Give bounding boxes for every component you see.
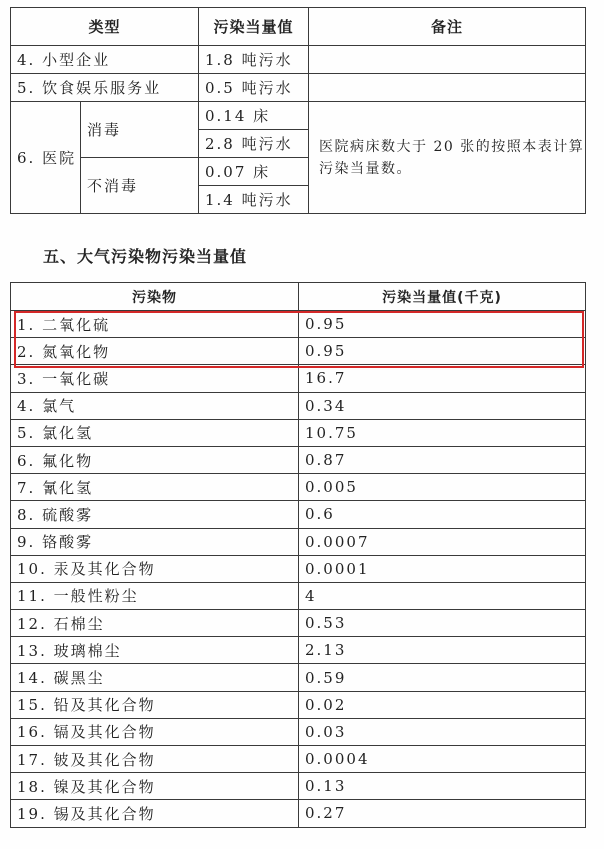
row-value: 1.4 吨污水 (199, 186, 309, 214)
pollutant-value: 0.03 (299, 718, 586, 745)
pollutant-value: 0.87 (299, 446, 586, 473)
pollutant-name: 4. 氯气 (11, 392, 299, 419)
table-row (11, 365, 586, 392)
row-type: 5. 饮食娱乐服务业 (11, 74, 199, 102)
table2-header-row (11, 283, 586, 311)
pollutant-value: 0.13 (299, 773, 586, 800)
pollutant-value: 2.13 (299, 637, 586, 664)
table-row (11, 419, 586, 446)
pollutant-value: 0.27 (299, 800, 586, 827)
pollutant-name: 2. 氮氧化物 (11, 338, 299, 365)
table-row (11, 474, 586, 501)
pollutant-value: 0.005 (299, 474, 586, 501)
row-remark (309, 74, 586, 102)
pollutant-name: 6. 氟化物 (11, 446, 299, 473)
table-row (11, 555, 586, 582)
air-pollutant-table (10, 282, 586, 828)
table-row (11, 446, 586, 473)
pollutant-value: 10.75 (299, 419, 586, 446)
section-heading: 五、大气污染物污染当量值 (43, 247, 248, 266)
row-type: 4. 小型企业 (11, 46, 199, 74)
table-row (11, 392, 586, 419)
row-value: 0.14 床 (199, 102, 309, 130)
table-row (11, 718, 586, 745)
header-type: 类型 (11, 8, 199, 46)
row-value: 1.8 吨污水 (199, 46, 309, 74)
table-row (11, 691, 586, 718)
pollutant-value: 0.34 (299, 392, 586, 419)
pollutant-name: 9. 铬酸雾 (11, 528, 299, 555)
table-row (11, 501, 586, 528)
pollutant-value: 0.95 (299, 311, 586, 338)
pollutant-value: 0.59 (299, 664, 586, 691)
pollutant-value: 0.0007 (299, 528, 586, 555)
pollutant-value: 0.95 (299, 338, 586, 365)
pollutant-name: 8. 硫酸雾 (11, 501, 299, 528)
table-row (11, 773, 586, 800)
pollutant-name: 10. 汞及其化合物 (11, 555, 299, 582)
table-row (11, 610, 586, 637)
pollutant-name: 5. 氯化氢 (11, 419, 299, 446)
table-row (11, 746, 586, 773)
table-row (11, 46, 586, 74)
row-value: 2.8 吨污水 (199, 130, 309, 158)
hospital-note: 医院病床数大于 20 张的按照本表计算污染当量数。 (309, 102, 586, 214)
pollutant-name: 15. 铅及其化合物 (11, 691, 299, 718)
table-row (11, 528, 586, 555)
pollutant-value: 0.02 (299, 691, 586, 718)
pollutant-name: 1. 二氧化硫 (11, 311, 299, 338)
pollutant-value: 0.0001 (299, 555, 586, 582)
header-equivalent-value-kg: 污染当量值(千克) (299, 283, 586, 311)
pollutant-value: 0.6 (299, 501, 586, 528)
pollutant-value: 16.7 (299, 365, 586, 392)
row-value: 0.5 吨污水 (199, 74, 309, 102)
pollutant-name: 18. 镍及其化合物 (11, 773, 299, 800)
pollutant-name: 3. 一氧化碳 (11, 365, 299, 392)
row-remark (309, 46, 586, 74)
table-row (11, 311, 586, 338)
pollutant-name: 16. 镉及其化合物 (11, 718, 299, 745)
table1-header-row (11, 8, 586, 46)
pollutant-name: 12. 石棉尘 (11, 610, 299, 637)
table-row (11, 800, 586, 827)
table-row (11, 582, 586, 609)
table-row (11, 338, 586, 365)
pollutant-value: 0.53 (299, 610, 586, 637)
pollutant-name: 7. 氰化氢 (11, 474, 299, 501)
pollutant-name: 11. 一般性粉尘 (11, 582, 299, 609)
table-row (11, 637, 586, 664)
hospital-label: 6. 医院 (11, 102, 81, 214)
pollutant-value: 0.0004 (299, 746, 586, 773)
header-pollutant: 污染物 (11, 283, 299, 311)
row-value: 0.07 床 (199, 158, 309, 186)
pollutant-name: 13. 玻璃棉尘 (11, 637, 299, 664)
pollutant-name: 14. 碳黑尘 (11, 664, 299, 691)
water-pollutant-table (10, 7, 586, 214)
pollutant-name: 19. 锡及其化合物 (11, 800, 299, 827)
no-disinfect-label: 不消毒 (81, 158, 199, 214)
disinfect-label: 消毒 (81, 102, 199, 158)
table-row (11, 74, 586, 102)
header-equivalent-value: 污染当量值 (199, 8, 309, 46)
table-row (11, 102, 586, 130)
table2-body (11, 311, 586, 828)
pollutant-value: 4 (299, 582, 586, 609)
header-remarks: 备注 (309, 8, 586, 46)
pollutant-name: 17. 铍及其化合物 (11, 746, 299, 773)
table-row (11, 664, 586, 691)
